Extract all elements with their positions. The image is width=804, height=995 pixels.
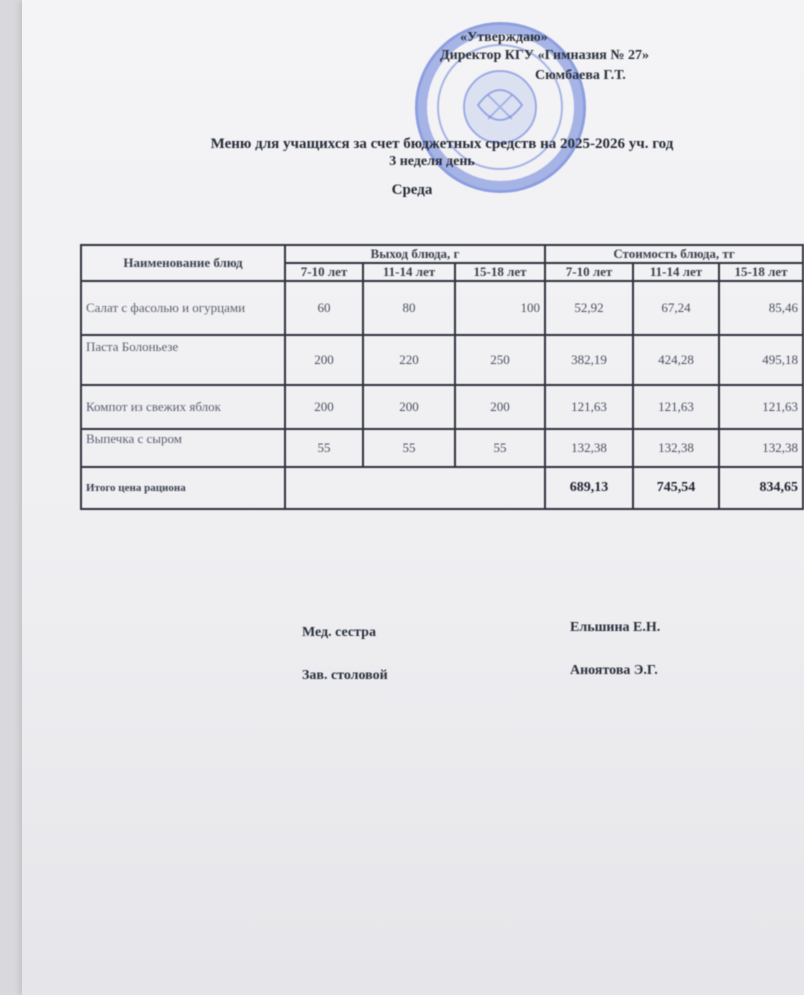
output-cell: 100: [455, 281, 545, 335]
cost-cell: 52,92: [545, 281, 633, 335]
output-cell: 200: [455, 385, 545, 429]
cost-cell: 382,19: [545, 335, 633, 385]
total-row: [81, 467, 803, 509]
dish-name: Выпечка с сыром: [81, 429, 285, 467]
approval-name: Сюмбаева Г.Т.: [535, 68, 626, 83]
header-age: 15-18 лет: [719, 263, 803, 281]
total-label: Итого цена рациона: [81, 467, 285, 509]
output-cell: 200: [285, 335, 363, 385]
dish-name: Компот из свежих яблок: [81, 385, 285, 429]
output-cell: 55: [455, 429, 545, 467]
cost-cell: 132,38: [719, 429, 803, 467]
cost-cell: 132,38: [545, 429, 633, 467]
canteen-role: Зав. столовой: [302, 668, 388, 683]
cost-cell: 85,46: [719, 281, 803, 335]
header-age: 7-10 лет: [285, 263, 363, 281]
menu-week: 3 неделя день: [389, 154, 475, 169]
nurse-role: Мед. сестра: [302, 625, 376, 640]
cost-cell: 424,28: [633, 335, 719, 385]
cost-cell: 121,63: [633, 385, 719, 429]
table-row: [81, 281, 803, 335]
table-row: [81, 335, 803, 385]
output-cell: 200: [285, 385, 363, 429]
header-age: 7-10 лет: [545, 263, 633, 281]
table-row: [81, 429, 803, 467]
total-cost-cell: 834,65: [719, 467, 803, 509]
canteen-name: Аноятова Э.Г.: [570, 663, 658, 678]
output-cell: 80: [363, 281, 455, 335]
output-cell: 55: [285, 429, 363, 467]
output-cell: 60: [285, 281, 363, 335]
total-cost-cell: 745,54: [633, 467, 719, 509]
header-output-group: Выход блюда, г: [285, 245, 545, 263]
output-cell: 250: [455, 335, 545, 385]
table-row: [81, 385, 803, 429]
header-age: 11-14 лет: [363, 263, 455, 281]
menu-day: Среда: [391, 182, 433, 198]
menu-table: [80, 244, 804, 510]
total-empty-cell: [285, 467, 545, 509]
output-cell: 55: [363, 429, 455, 467]
menu-title: Меню для учащихся за счет бюджетных средств на 2025-2026 уч. год: [210, 136, 674, 152]
output-cell: 220: [363, 335, 455, 385]
dish-name: Паста Болоньезе: [81, 335, 285, 385]
cost-cell: 121,63: [719, 385, 803, 429]
approval-director: Директор КГУ «Гимназия № 27»: [440, 48, 649, 63]
header-cost-group: Стоимость блюда, тг: [545, 245, 803, 263]
dish-name: Салат с фасолью и огурцами: [81, 281, 285, 335]
cost-cell: 495,18: [719, 335, 803, 385]
cost-cell: 132,38: [633, 429, 719, 467]
nurse-name: Ельшина Е.Н.: [570, 620, 661, 635]
cost-cell: 121,63: [545, 385, 633, 429]
approval-heading: «Утверждаю»: [460, 30, 548, 45]
header-age: 15-18 лет: [455, 263, 545, 281]
header-age: 11-14 лет: [633, 263, 719, 281]
total-cost-cell: 689,13: [545, 467, 633, 509]
output-cell: 200: [363, 385, 455, 429]
cost-cell: 67,24: [633, 281, 719, 335]
header-dish-name: Наименование блюд: [81, 245, 285, 281]
document-sheet: [22, 0, 804, 995]
